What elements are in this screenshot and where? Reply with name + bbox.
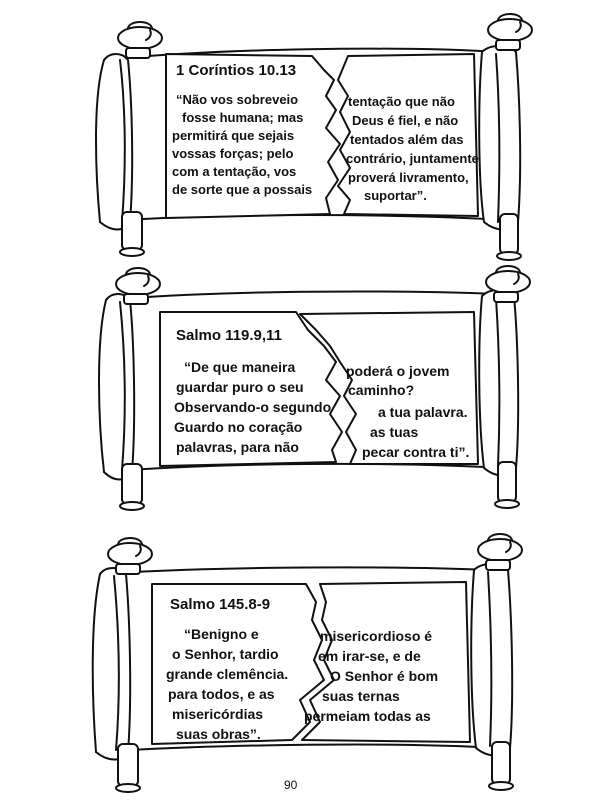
scroll-3-right-line-1: misericordioso é: [320, 628, 433, 644]
scroll-1-right-line-6: suportar”.: [364, 188, 427, 203]
scroll-2-right-line-3: a tua palavra.: [378, 404, 468, 420]
scroll-2-drawing: [99, 266, 530, 510]
scroll-1-right-line-1: tentação que não: [348, 94, 455, 109]
scroll-2-right-line-4: as tuas: [370, 424, 419, 440]
scroll-1-left-line-3: permitirá que sejais: [172, 128, 295, 143]
page-number: 90: [284, 778, 298, 792]
scroll-1-right-line-5: proverá livramento,: [348, 170, 469, 185]
scroll-1-right-line-3: tentados além das: [350, 132, 464, 147]
scroll-2-reference: Salmo 119.9,11: [176, 327, 282, 344]
scroll-3-right-line-2: em irar-se, e de: [318, 648, 421, 664]
scroll-2-left-line-1: “De que maneira: [184, 359, 296, 375]
scroll-1-right-line-4: contrário, juntamente: [346, 151, 479, 166]
scroll-3-left-line-1: “Benigno e: [184, 626, 259, 642]
scroll-2-left-line-5: palavras, para não: [176, 439, 299, 455]
scroll-3-left-line-5: misericórdias: [172, 706, 264, 722]
scroll-3-reference: Salmo 145.8-9: [170, 596, 271, 613]
scroll-2-right-line-5: pecar contra ti”.: [362, 444, 470, 460]
scroll-3-left-line-6: suas obras”.: [176, 726, 261, 742]
scroll-1-right-line-2: Deus é fiel, e não: [352, 113, 459, 128]
scroll-3-right-line-4: suas ternas: [322, 688, 400, 704]
scroll-3-right-line-3: O Senhor é bom: [330, 668, 439, 684]
scroll-1-reference: 1 Coríntios 10.13: [176, 62, 297, 79]
scroll-3-left-line-4: para todos, e as: [168, 686, 275, 702]
scroll-1-left-line-2: fosse humana; mas: [182, 110, 304, 125]
scroll-1-left-line-5: com a tentação, vos: [172, 164, 297, 179]
scroll-1-left-line-1: “Não vos sobreveio: [176, 92, 299, 107]
scroll-1-left-line-6: de sorte que a possais: [172, 182, 313, 197]
scroll-3-drawing: [93, 534, 522, 792]
scroll-2-left-line-4: Guardo no coração: [174, 419, 303, 435]
scroll-2-left-line-3: Observando-o segundo: [174, 399, 332, 415]
scroll-2-right-line-1: poderá o jovem: [346, 363, 450, 379]
scroll-1-left-line-4: vossas forças; pelo: [172, 146, 294, 161]
scroll-2-left-line-2: guardar puro o seu: [176, 379, 304, 395]
scroll-2-right-line-2: caminho?: [348, 382, 415, 398]
scroll-3-left-line-3: grande clemência.: [166, 666, 289, 682]
scroll-3-right-line-5: permeiam todas as: [304, 708, 431, 724]
scroll-3-left-line-2: o Senhor, tardio: [172, 646, 279, 662]
scroll-1-drawing: [96, 14, 532, 260]
